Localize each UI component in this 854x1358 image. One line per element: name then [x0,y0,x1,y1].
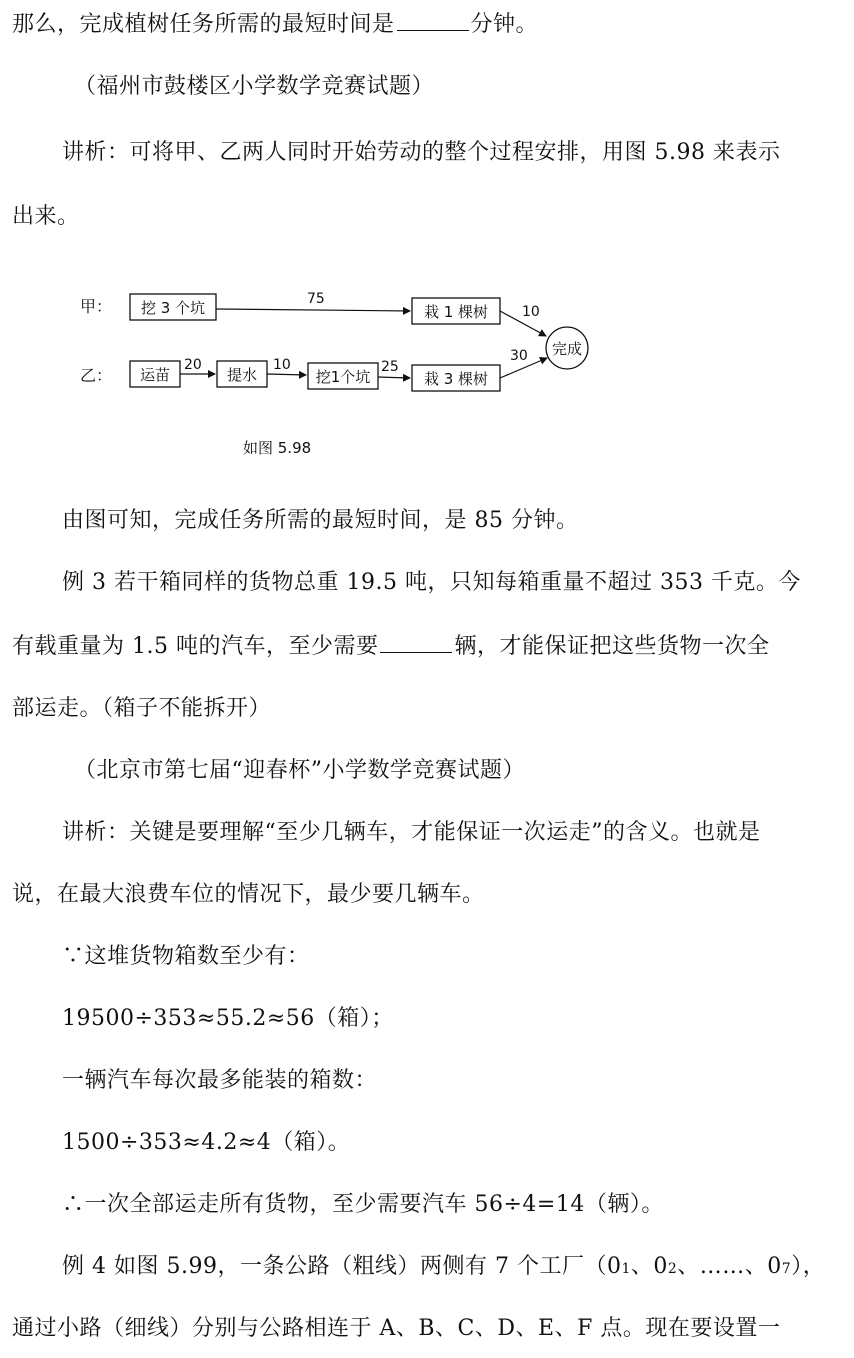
edge-label-20: 20 [184,357,202,373]
answer-blank [397,10,469,31]
subscript: 2 [667,1261,678,1277]
solution-line-5: ∴一次全部运走所有货物，至少需要汽车 56÷4=14（辆）。 [62,1192,664,1217]
arrow-75 [216,309,410,311]
box-fetch-water-label: 提水 [226,366,258,384]
box-dig-3-holes-label: 挖 3 个坑 [140,299,206,317]
subscript: 7 [781,1261,792,1277]
node-done-label: 完成 [551,340,583,358]
text-segment: 分钟。 [470,12,539,37]
figure-caption: 如图 5.98 [243,439,312,457]
flow-diagram-svg [70,278,630,468]
analysis-3-line-2: 说，在最大浪费车位的情况下，最少要几辆车。 [12,882,485,907]
text-segment: 辆，才能保证把这些货物一次全 [454,634,770,659]
label-jia: 甲： [80,297,113,316]
edge-label-10-top: 10 [522,304,540,320]
edge-label-75: 75 [307,291,325,307]
text-line-1 [12,10,842,40]
box-plant-3-trees-label: 栽 3 棵树 [423,370,489,388]
solution-line-1: ∵这堆货物箱数至少有： [62,944,310,969]
example-3-line-3: 部运走。（箱子不能拆开） [12,696,272,721]
example-4-line-1 [62,1252,842,1284]
text-segment: 、……、0 [677,1254,782,1279]
text-segment: 那么，完成植树任务所需的最短时间是 [12,12,395,37]
edge-label-10-bottom: 10 [273,357,291,373]
edge-label-30: 30 [510,348,528,364]
example-3-line-1: 例 3 若干箱同样的货物总重 19.5 吨，只知每箱重量不超过 353 千克。今 [62,570,801,595]
edge-label-25: 25 [381,359,399,375]
flow-diagram [70,278,630,468]
analysis-line-2: 出来。 [12,204,80,229]
example-4-line-2: 通过小路（细线）分别与公路相连于 A、B、C、D、E、F 点。现在要设置一 [12,1316,781,1341]
example-3-line-2 [12,632,842,662]
analysis-line-1: 讲析：可将甲、乙两人同时开始劳动的整个过程安排，用图 5.98 来表示 [62,140,781,165]
source-citation-1: （福州市鼓楼区小学数学竞赛试题） [74,74,435,99]
solution-line-3: 一辆汽车每次最多能装的箱数： [62,1068,378,1093]
text-segment: 有载重量为 1.5 吨的汽车，至少需要 [12,634,379,659]
arrow-25 [378,377,410,378]
solution-line-4: 1500÷353≈4.2≈4（箱）。 [62,1130,351,1155]
source-citation-2: （北京市第七届“迎春杯”小学数学竞赛试题） [74,758,525,783]
label-yi: 乙： [80,366,113,385]
conclusion-line: 由图可知，完成任务所需的最短时间，是 85 分钟。 [62,508,579,533]
analysis-3-line-1: 讲析：关键是要理解“至少几辆车，才能保证一次运走”的含义。也就是 [62,820,761,845]
text-segment: 例 4 如图 5.99，一条公路（粗线）两侧有 7 个工厂（0 [62,1254,622,1279]
answer-blank [380,632,452,653]
text-segment: ）， [791,1254,826,1279]
solution-line-2: 19500÷353≈55.2≈56（箱）； [62,1006,394,1031]
box-dig-1-hole-label: 挖1个坑 [315,368,371,386]
arrow-10-bottom [267,374,306,375]
box-plant-1-tree-label: 栽 1 棵树 [423,303,489,321]
text-segment: 、0 [630,1254,668,1279]
subscript: 1 [621,1261,631,1277]
box-carry-seedlings-label: 运苗 [139,366,171,384]
